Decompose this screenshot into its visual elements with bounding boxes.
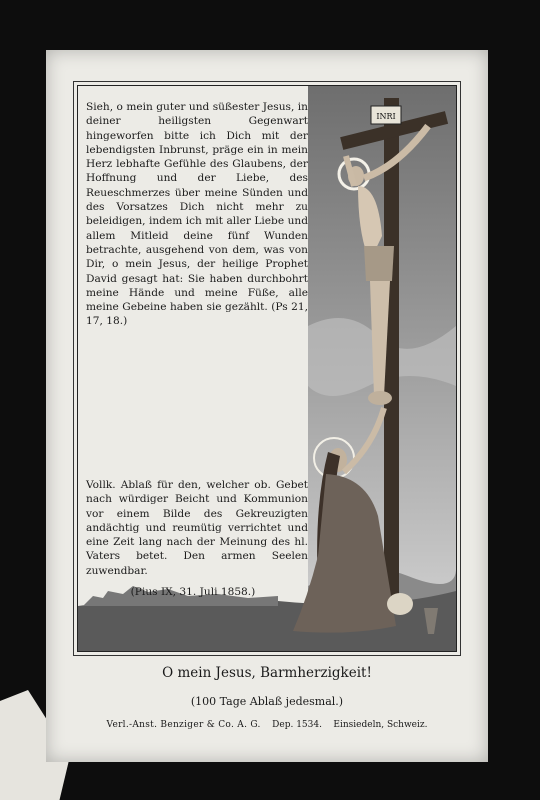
pius-date: (Pius IX, 31. Juli 1858.) [130, 586, 256, 598]
christ-feet [368, 391, 392, 405]
skull [387, 593, 413, 615]
prayer-card [46, 50, 488, 762]
prayer-text: Sieh, o mein guter und süßester Jesus, in deiner heiligsten Gegenwart hingeworfen bitte ich Dich mit der lebendigsten Inbrunst, präge ein in mein Herz lebhafte Gefühle des Glaubens, der Hoffnung und der Liebe, des Reueschmerzes über meine Sünden und des Vorsatzes Dich nicht mehr zu beleidigen, indem ich mit aller Liebe und allem Mitleid deine fünf Wunden betrachte, ausgehend von dem, was von Dir, o mein Jesus, der heilige Prophet David gesagt hat: Sie haben durchbohrt meine Hände und meine Füße, alle meine Gebeine haben sie gezählt. (Ps 21, 17, 18.) [86, 101, 308, 328]
publisher-place: Einsiedeln, Schweiz. [333, 720, 428, 730]
inner-frame [77, 85, 457, 652]
indulgence-text: Vollk. Ablaß für den, welcher ob. Gebet nach würdiger Beicht und Kommunion vor einem Bilde des Gekreuzigten andächtig und reumütig verrichtet und eine Zeit lang nach der Meinung des hl. Vaters betet. Den armen Seelen zuwendbar. [86, 479, 308, 577]
deposit-number: Dep. 1534. [272, 720, 322, 730]
publisher-line [46, 720, 488, 730]
christ-loincloth [364, 246, 394, 281]
footer-indulgence: (100 Tage Ablaß jedesmal.) [190, 695, 344, 708]
inri-text: INRI [376, 112, 396, 121]
publisher-name: Verl.-Anst. Benziger & Co. A. G. [106, 720, 261, 730]
footer-exclamation: O mein Jesus, Barmherzigkeit! [162, 665, 372, 681]
outer-frame [73, 81, 461, 656]
